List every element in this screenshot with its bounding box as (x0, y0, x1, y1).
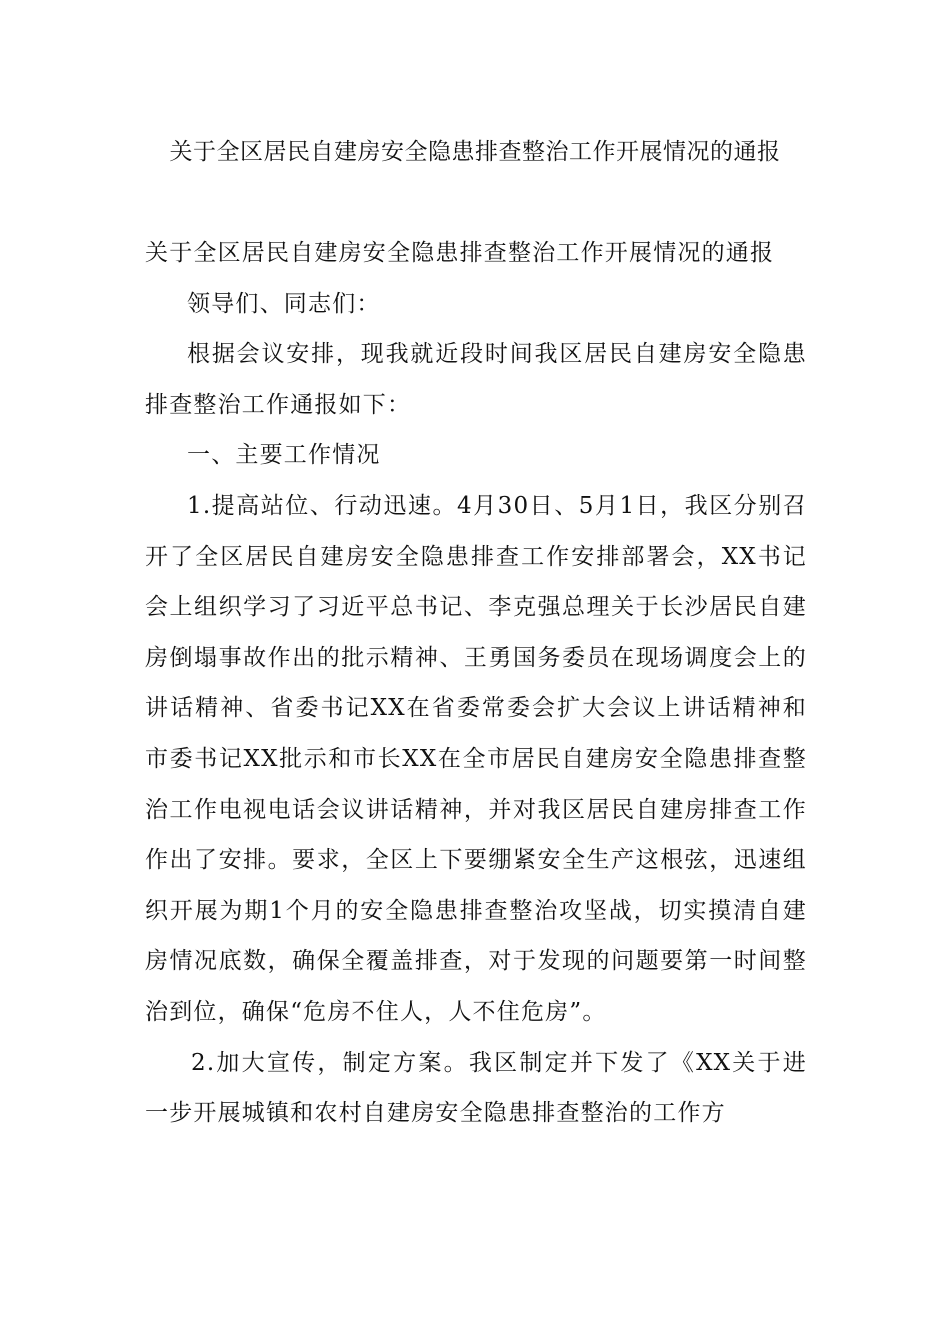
document-body (145, 228, 807, 1139)
repeated-title: 关于全区居民自建房安全隐患排查整治工作开展情况的通报 (145, 240, 775, 266)
salutation: 领导们、同志们： (187, 290, 381, 317)
document-title: 关于全区居民自建房安全隐患排查整治工作开展情况的通报 (169, 139, 781, 165)
paragraph-2: 2.加大宣传，制定方案。我区制定并下发了《XX关于进一步开展城镇和农村自建房安全隐患排查整治的工作方 (145, 1049, 807, 1127)
intro-paragraph: 根据会议安排，现我就近段时间我区居民自建房安全隐患排查整治工作通报如下： (145, 341, 807, 418)
section-heading: 一、主要工作情况 (187, 442, 381, 469)
paragraph-1: 1.提高站位、行动迅速。4月30日、5月1日，我区分别召开了全区居民自建房安全隐患排查工作安排部署会，XX书记会上组织学习了习近平总书记、李克强总理关于长沙居民自建房倒塌事故作出的批示精神、王勇国务委员在现场调度会上的讲话精神、省委书记XX在省委常委会扩大会议上讲话精神和市委书记XX批示和市长XX在全市居民自建房安全隐患排查整治工作电视电话会议讲话精神，并对我区居民自建房排查工作作出了安排。要求，全区上下要绷紧安全生产这根弦，迅速组织开展为期1个月的安全隐患排查整治攻坚战，切实摸清自建房情况底数，确保全覆盖排查，对于发现的问题要第一时间整治到位，确保“危房不住人，人不住危房”。 (145, 492, 807, 1025)
